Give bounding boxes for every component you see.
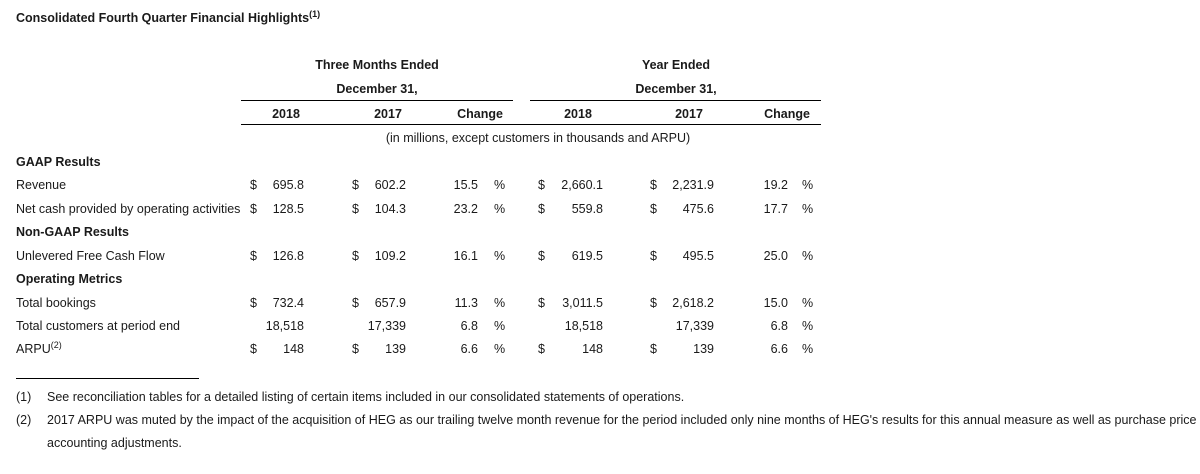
arpu-q-change: 6.6 <box>460 342 478 356</box>
section-gaap: GAAP Results <box>16 155 101 169</box>
row-label-customers: Total customers at period end <box>16 319 180 333</box>
customers-q2018: 18,518 <box>265 319 304 333</box>
currency-symbol: $ <box>538 342 545 356</box>
bookings-y2017: 2,618.2 <box>672 296 714 310</box>
currency-symbol: $ <box>650 342 657 356</box>
currency-symbol: $ <box>250 202 257 216</box>
customers-q-change: 6.8 <box>460 319 478 333</box>
bookings-y2018: 3,011.5 <box>562 296 603 310</box>
percent-sign: % <box>494 178 506 192</box>
percent-sign: % <box>494 342 506 356</box>
bookings-q2018: 732.4 <box>272 296 304 310</box>
net-cash-q-change: 23.2 <box>453 202 478 216</box>
net-cash-q2017: 104.3 <box>374 202 406 216</box>
header-rule-three-months <box>241 100 513 101</box>
year-ended-date: December 31, <box>635 82 717 96</box>
column-header-rule <box>241 124 821 125</box>
row-label-revenue: Revenue <box>16 178 67 192</box>
currency-symbol: $ <box>538 249 545 263</box>
currency-symbol: $ <box>250 249 257 263</box>
currency-symbol: $ <box>250 178 257 192</box>
currency-symbol: $ <box>352 342 359 356</box>
year-ended-header: Year Ended <box>641 58 711 72</box>
section-non-gaap: Non-GAAP Results <box>16 225 129 239</box>
three-months-date: December 31, <box>336 82 418 96</box>
currency-symbol: $ <box>538 296 545 310</box>
bookings-y-change: 15.0 <box>763 296 788 310</box>
revenue-y2017: 2,231.9 <box>672 178 714 192</box>
currency-symbol: $ <box>352 178 359 192</box>
col-header-q2018: 2018 <box>272 107 300 121</box>
arpu-footnote-ref: (2) <box>50 339 62 350</box>
currency-symbol: $ <box>250 342 257 356</box>
revenue-y2018: 2,660.1 <box>561 178 603 192</box>
net-cash-y2018: 559.8 <box>571 202 603 216</box>
ufcf-y2017: 495.5 <box>682 249 714 263</box>
currency-symbol: $ <box>650 202 657 216</box>
section-operating-metrics: Operating Metrics <box>16 272 123 286</box>
footnote-1-number: (1) <box>16 390 32 404</box>
arpu-y2018: 148 <box>582 342 603 356</box>
arpu-y-change: 6.6 <box>770 342 788 356</box>
footnote-1-text: See reconciliation tables for a detailed listing of certain items included in our consolidated statements of operations. <box>47 390 685 404</box>
revenue-q-change: 15.5 <box>453 178 478 192</box>
currency-symbol: $ <box>650 178 657 192</box>
row-label-net-cash: Net cash provided by operating activities <box>16 202 241 216</box>
col-header-q-change: Change <box>457 107 503 121</box>
customers-y2018: 18,518 <box>564 319 603 333</box>
arpu-q2018: 148 <box>283 342 304 356</box>
currency-symbol: $ <box>538 202 545 216</box>
currency-symbol: $ <box>650 296 657 310</box>
ufcf-q2018: 126.8 <box>272 249 304 263</box>
percent-sign: % <box>802 249 814 263</box>
col-header-q2017: 2017 <box>374 107 402 121</box>
net-cash-q2018: 128.5 <box>272 202 304 216</box>
currency-symbol: $ <box>650 249 657 263</box>
header-rule-year <box>530 100 821 101</box>
percent-sign: % <box>802 202 814 216</box>
percent-sign: % <box>494 249 506 263</box>
ufcf-q2017: 109.2 <box>374 249 406 263</box>
revenue-q2018: 695.8 <box>272 178 304 192</box>
arpu-y2017: 139 <box>693 342 714 356</box>
currency-symbol: $ <box>352 202 359 216</box>
currency-symbol: $ <box>352 249 359 263</box>
revenue-q2017: 602.2 <box>374 178 406 192</box>
row-label-ufcf: Unlevered Free Cash Flow <box>16 249 165 263</box>
col-header-y2017: 2017 <box>675 107 703 121</box>
ufcf-q-change: 16.1 <box>453 249 478 263</box>
footnote-2-number: (2) <box>16 413 32 427</box>
ufcf-y-change: 25.0 <box>763 249 788 263</box>
three-months-header: Three Months Ended <box>315 58 439 72</box>
bookings-q-change: 11.3 <box>454 296 478 310</box>
customers-y2017: 17,339 <box>675 319 714 333</box>
arpu-q2017: 139 <box>385 342 406 356</box>
title-footnote-ref: (1) <box>309 8 321 19</box>
net-cash-y2017: 475.6 <box>682 202 714 216</box>
page-title: Consolidated Fourth Quarter Financial Highlights$^{(1)}$ <box>16 8 321 25</box>
units-note: (in millions, except customers in thousands and ARPU) <box>385 131 691 145</box>
footnote-2-text-line1: 2017 ARPU was muted by the impact of the acquisition of HEG as our trailing twelve month revenue for the period included only nine months of HEG's results for this annual measure as well as purchase price <box>47 413 1197 427</box>
col-header-y2018: 2018 <box>564 107 592 121</box>
row-label-arpu: ARPU$^{(2)}$ <box>16 339 62 356</box>
percent-sign: % <box>802 178 814 192</box>
bookings-q2017: 657.9 <box>374 296 406 310</box>
ufcf-y2018: 619.5 <box>571 249 603 263</box>
net-cash-y-change: 17.7 <box>763 202 788 216</box>
col-header-y-change: Change <box>764 107 810 121</box>
revenue-y-change: 19.2 <box>763 178 788 192</box>
currency-symbol: $ <box>352 296 359 310</box>
currency-symbol: $ <box>250 296 257 310</box>
footnote-divider <box>16 378 199 379</box>
percent-sign: % <box>494 319 506 333</box>
currency-symbol: $ <box>538 178 545 192</box>
percent-sign: % <box>494 296 506 310</box>
customers-q2017: 17,339 <box>367 319 406 333</box>
percent-sign: % <box>802 296 814 310</box>
percent-sign: % <box>494 202 506 216</box>
row-label-bookings: Total bookings <box>16 296 96 310</box>
percent-sign: % <box>802 342 814 356</box>
customers-y-change: 6.8 <box>770 319 788 333</box>
footnote-2-text-line2: accounting adjustments. <box>47 436 182 450</box>
percent-sign: % <box>802 319 814 333</box>
